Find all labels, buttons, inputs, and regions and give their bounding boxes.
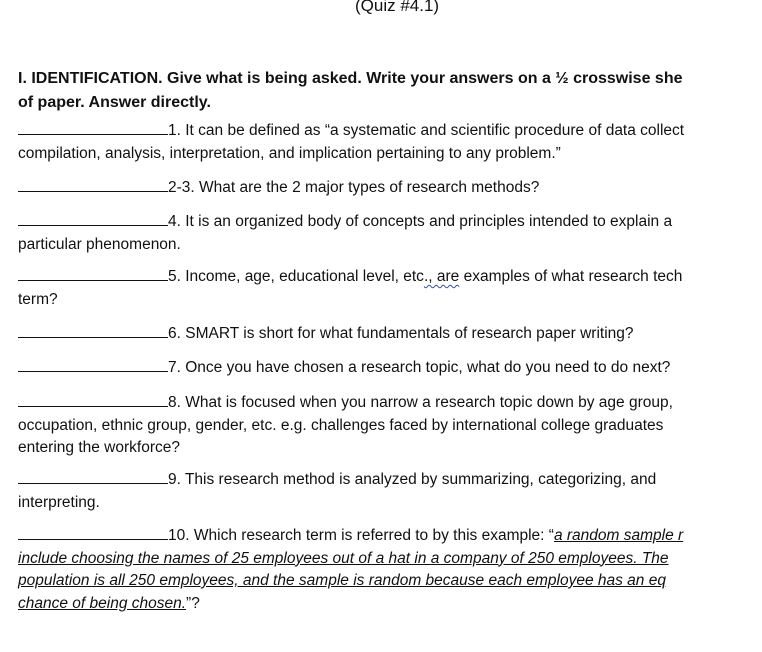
question-text: occupation, ethnic group, gender, etc. e.g. challenges faced by international college graduates (18, 416, 664, 434)
question-6 (18, 323, 634, 346)
question-text: Which research term is referred to by this example: “ (193, 527, 554, 544)
question-text: term? (18, 290, 58, 308)
question-number: 9. (168, 471, 181, 488)
example-text: include choosing the names of 25 employees out of a hat in a company of 250 employees. The (18, 549, 669, 567)
answer-blank (18, 179, 168, 192)
example-text: population is all 250 employees, and the sample is random because each employee has an eq (18, 572, 666, 589)
question-number: 5. (168, 268, 181, 285)
question-text: compilation, analysis, interpretation, and implication pertaining to any problem.” (18, 144, 561, 162)
instructions-heading (18, 67, 683, 115)
question-1 (18, 120, 684, 165)
question-2-3 (18, 177, 539, 200)
question-9 (18, 469, 656, 514)
question-7 (18, 357, 670, 380)
question-number: 1. (168, 122, 181, 139)
question-number: 6. (168, 325, 181, 342)
question-text: SMART is short for what fundamentals of research paper writing? (185, 325, 634, 342)
question-text: Income, age, educational level, etc (185, 268, 424, 285)
question-text: interpreting. (18, 493, 100, 511)
question-text: What is focused when you narrow a research topic down by age group, (185, 394, 673, 411)
answer-blank (18, 394, 168, 407)
question-number: 10. (168, 527, 190, 544)
answer-blank (18, 527, 168, 540)
answer-blank (18, 122, 168, 135)
question-text: It can be defined as “a systematic and scientific procedure of data collect (185, 122, 685, 139)
grammar-flag: ., are (423, 268, 460, 285)
question-text: particular phenomenon. (18, 235, 181, 253)
question-8 (18, 392, 673, 460)
instructions-line-1: I. IDENTIFICATION. Give what is being asked. Write your answers on a ½ crosswise she (18, 70, 683, 87)
answer-blank (18, 268, 168, 281)
instructions-line-2: of paper. Answer directly. (18, 94, 211, 111)
answer-blank (18, 359, 168, 372)
quiz-title: (Quiz #4.1) (355, 0, 440, 15)
question-number: 8. (168, 394, 181, 411)
question-text: Once you have chosen a research topic, what do you need to do next? (185, 359, 671, 376)
question-text: This research method is analyzed by summarizing, categorizing, and (184, 471, 657, 488)
question-number: 4. (168, 213, 181, 230)
question-4 (18, 211, 672, 256)
answer-blank (18, 213, 168, 226)
question-text: ”? (186, 594, 200, 612)
question-5 (18, 266, 682, 311)
question-text: What are the 2 major types of research methods? (199, 179, 540, 196)
question-10 (18, 525, 683, 615)
example-text: chance of being chosen. (18, 594, 187, 612)
answer-blank (18, 325, 168, 338)
answer-blank (18, 471, 168, 484)
question-number: 2-3. (168, 179, 195, 196)
question-text: It is an organized body of concepts and principles intended to explain a (185, 213, 673, 230)
question-text: entering the workforce? (18, 439, 180, 456)
question-number: 7. (168, 359, 181, 376)
example-text: a random sample r (553, 527, 684, 544)
question-text: examples of what research tech (459, 268, 683, 285)
